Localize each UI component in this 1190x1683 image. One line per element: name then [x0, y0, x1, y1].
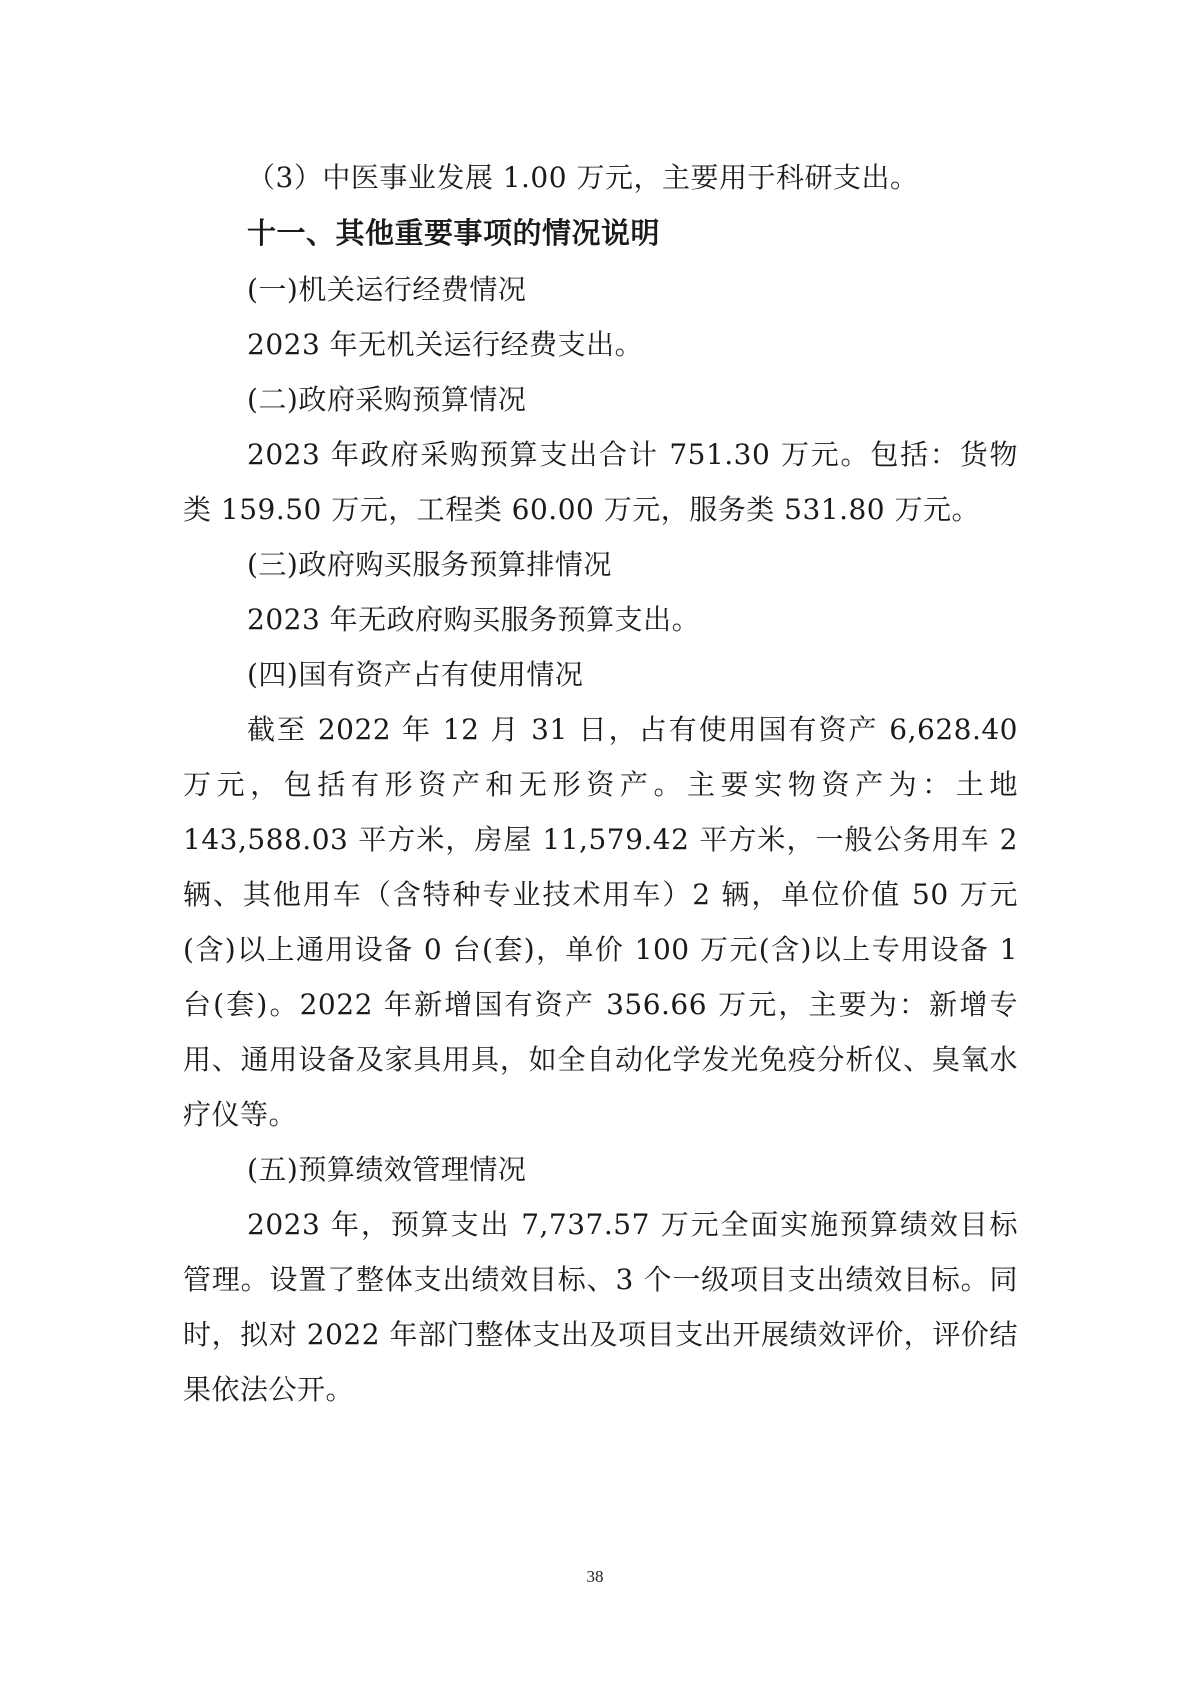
paragraph-tcm-development: （3）中医事业发展 1.00 万元，主要用于科研支出。 — [247, 161, 919, 194]
paragraph-state-assets: 截至 2022 年 12 月 31 日，占有使用国有资产 6,628.40 万元，包括有形资产和无形资产。主要实物资产为：土地 143,588.03 平方米，房屋 11,579.42 平方米，一般公务用车 2 辆、其他用车（含特种专业技术用车）2 辆，单位价值 50 万元(含)以上通用设备 0 台(套)，单价 100 万元(含)以上专用设备 1 台(套)。2022 年新增国有资产 356.66 万元，主要为：新增专用、通用设备及家具用具，如全自动化学发光免疫分析仪、臭氧水疗仪等。 — [183, 713, 1018, 1131]
paragraph-service-purchase: 2023 年无政府购买服务预算支出。 — [247, 603, 701, 636]
subheading-procurement-budget: (二)政府采购预算情况 — [247, 383, 527, 416]
subheading-performance-management: (五)预算绩效管理情况 — [247, 1153, 527, 1186]
subheading-state-assets: (四)国有资产占有使用情况 — [247, 658, 584, 691]
paragraph-operating-expenses: 2023 年无机关运行经费支出。 — [247, 328, 644, 361]
page-number: 38 — [586, 1567, 604, 1586]
paragraph-procurement-budget: 2023 年政府采购预算支出合计 751.30 万元。包括：货物类 159.50 万元，工程类 60.00 万元，服务类 531.80 万元。 — [183, 438, 1018, 526]
subheading-operating-expenses: (一)机关运行经费情况 — [247, 273, 527, 306]
section-heading-other-matters: 十一、其他重要事项的情况说明 — [247, 216, 661, 250]
subheading-service-purchase: (三)政府购买服务预算排情况 — [247, 548, 612, 581]
paragraph-performance-management: 2023 年，预算支出 7,737.57 万元全面实施预算绩效目标管理。设置了整体支出绩效目标、3 个一级项目支出绩效目标。同时，拟对 2022 年部门整体支出及项目支出开展绩效评价，评价结果依法公开。 — [183, 1208, 1018, 1406]
document-body — [183, 150, 1018, 1417]
